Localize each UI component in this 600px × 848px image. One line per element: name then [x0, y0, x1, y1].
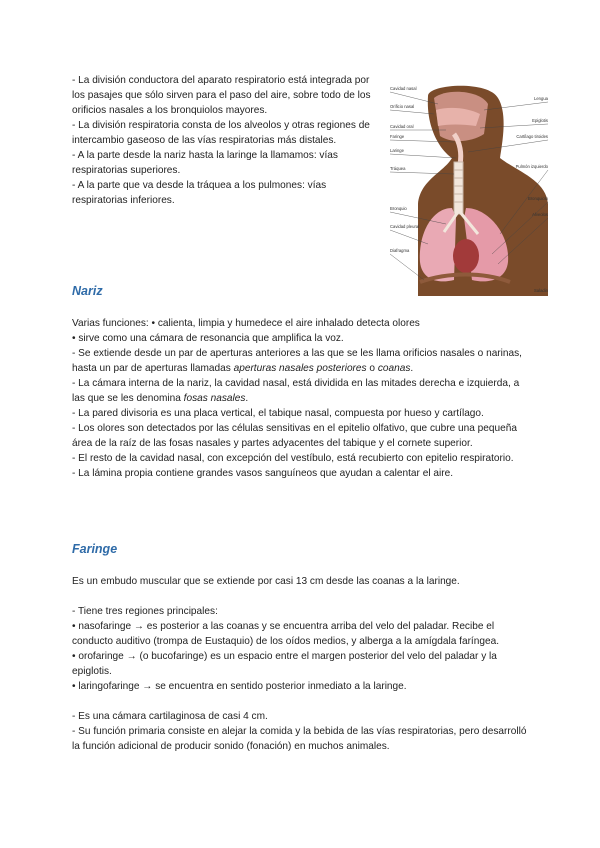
nariz-section: [72, 316, 532, 481]
nariz-paragraph: [72, 376, 532, 406]
figure-label: Cavidad oral: [390, 124, 414, 129]
faringe-paragraph: - Tiene tres regiones principales:: [72, 606, 218, 617]
intro-paragraph: - A la parte desde la nariz hasta la laringe la llamamos: vías respiratorias superiores.: [72, 150, 338, 176]
faringe-paragraph: - Es una cámara cartilaginosa de casi 4 cm.: [72, 711, 268, 722]
nariz-paragraph: - Los olores son detectados por las células sensitivas en el epitelio olfativo, que cubre una pequeña área de la raíz de las fosas nasales y partes adyacentes del tabique y el cornete superior.: [72, 423, 517, 449]
figure-label: Lengua: [534, 96, 548, 101]
figure-label: Epiglotis: [532, 118, 548, 123]
nariz-text: .: [410, 363, 414, 374]
nariz-heading: Nariz: [72, 284, 103, 298]
figure-label: Bronquio: [390, 206, 407, 211]
figure-label: Alveolos: [532, 212, 548, 217]
nariz-term: fosas nasales: [183, 393, 246, 404]
intro-text: [72, 73, 372, 208]
nariz-text: .: [245, 393, 249, 404]
faringe-paragraph: • laringofaringe → se encuentra en sentido posterior inmediato a la laringe.: [72, 681, 407, 692]
figure-label: Bronquiolo: [527, 196, 548, 201]
figure-label: Faringe: [390, 134, 405, 139]
nariz-paragraph: - La lámina propia contiene grandes vasos sanguíneos que ayudan a calentar el aire.: [72, 468, 454, 479]
nariz-text: - La cámara interna de la nariz, la cavidad nasal, está dividida en las mitades derecha e izquierda, a las que se les denomina: [72, 378, 520, 404]
faringe-section: [72, 574, 502, 589]
nariz-term: coanas: [377, 363, 411, 374]
nariz-paragraph: Varias funciones: • calienta, limpia y humedece el aire inhalado detecta olores: [72, 318, 420, 329]
faringe-paragraph: • nasofaringe → es posterior a las coanas y se encuentra arriba del velo del paladar. Recibe el conducto auditivo (trompa de Eustaquio) de los oídos medios, y alberga a la amígdala faríngea.: [72, 621, 499, 647]
figure-label: Diafragma: [390, 248, 410, 253]
faringe-paragraph: Es un embudo muscular que se extiende por casi 13 cm desde las coanas a la laringe.: [72, 576, 460, 587]
respiratory-system-figure: [388, 84, 550, 296]
nariz-text: o: [366, 363, 378, 374]
figure-label: Cartílago tiroides: [516, 134, 548, 139]
figure-label: Laringe: [390, 148, 404, 153]
figure-label: Cavidad pleural: [390, 224, 420, 229]
faringe-heading: Faringe: [72, 542, 118, 556]
intro-paragraph: - La división conductora del aparato respiratorio está integrada por los pasajes que sólo sirven para el paso del aire, sobre todo de los orificios nasales a los bronquiolos mayores.: [72, 75, 371, 116]
figure-credit: Saladin: [534, 288, 548, 293]
figure-label: Tráquea: [390, 166, 406, 171]
nariz-paragraph: - El resto de la cavidad nasal, con excepción del vestíbulo, está recubierto con epitelio respiratorio.: [72, 453, 514, 464]
nariz-paragraph: - La pared divisoria es una placa vertical, el tabique nasal, compuesta por hueso y cartílago.: [72, 408, 484, 419]
faringe-paragraph: - Su función primaria consiste en alejar la comida y la bebida de las vías respiratorias, pero desarrolló la función adicional de producir sonido (fonación) en muchos animales.: [72, 726, 527, 752]
faringe-paragraph: • orofaringe → (o bucofaringe) es un espacio entre el margen posterior del velo del paladar y la epiglotis.: [72, 651, 497, 677]
nariz-paragraph: [72, 346, 532, 376]
figure-label: Pulmón izquierdo: [515, 164, 548, 169]
intro-paragraph: - A la parte que va desde la tráquea a los pulmones: vías respiratorias inferiores.: [72, 180, 327, 206]
figure-label: Orificio nasal: [390, 104, 415, 109]
intro-paragraph: - La división respiratoria consta de los alveolos y otras regiones de intercambio gaseoso de las vías respiratorias más distales.: [72, 120, 370, 146]
faringe-section-list: [72, 604, 532, 754]
paragraph-gap: [72, 694, 532, 709]
nariz-text: - Se extiende desde un par de aperturas anteriores a las que se les llama orificios nasales o narinas, hasta un par de aperturas llamadas: [72, 348, 522, 374]
nariz-paragraph: • sirve como una cámara de resonancia que amplifica la voz.: [72, 333, 344, 344]
figure-label: Cavidad nasal: [390, 86, 417, 91]
nariz-term: aperturas nasales posteriores: [233, 363, 367, 374]
